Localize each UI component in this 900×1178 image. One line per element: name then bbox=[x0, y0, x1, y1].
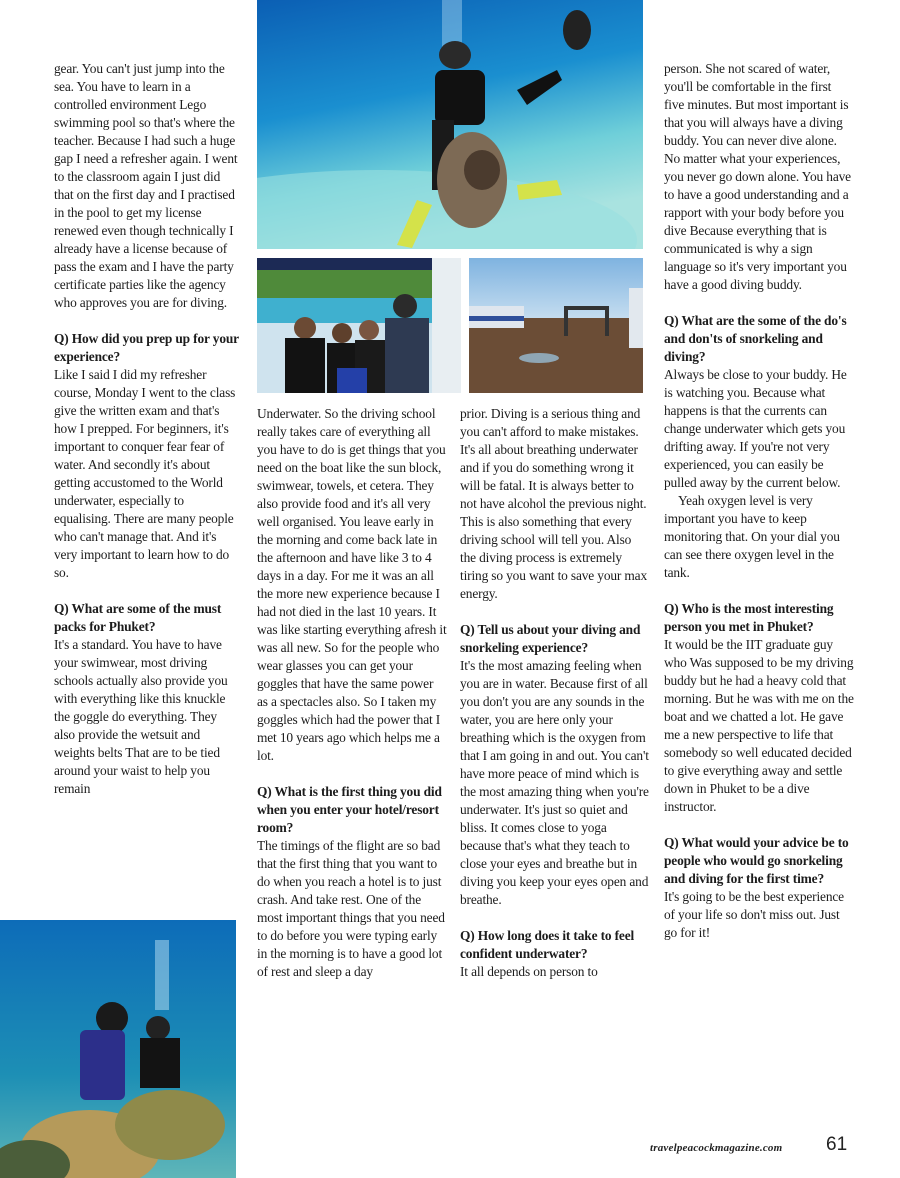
answer-paragraph: It would be the IIT graduate guy who Was supposed to be my driving buddy but he had a heavy cold that morning. But he was with me on the boat and we chatted a lot. He gave me a new perspective to life that somebody so well educated decided to give everything away and settle down in Phuket to be a dive instructor. bbox=[664, 637, 854, 814]
photo-group-on-boat bbox=[257, 258, 461, 393]
answer-paragraph: Like I said I did my refresher course, Monday I went to the class give the written exam and that's how I prepped. For beginners, it's important to conquer fear fear of water. And secondly it's about getting accustomed to the World underwater, especially to equalising. There are many people who can't manage that. And it's very important to learn how to do so. bbox=[54, 367, 236, 580]
question-heading: Q) How long does it take to feel confident underwater? bbox=[460, 928, 635, 961]
question-heading: Q) What are some of the must packs for Phuket? bbox=[54, 601, 222, 634]
photo-pier bbox=[469, 258, 643, 393]
footer-website: travelpeacockmagazine.com bbox=[650, 1142, 783, 1154]
article-column-1 bbox=[54, 60, 239, 798]
photo-divers-on-reef bbox=[0, 920, 236, 1178]
question-heading: Q) What are the some of the do's and don'ts of snorkeling and diving? bbox=[664, 313, 847, 364]
paragraph: Underwater. So the driving school really takes care of everything all you have to do is get things that you need on the boat like the sun block, swimwear, towels, et cetera. They also provide food and it's all very well organised. You leave early in the morning and come back late in the afternoon and have like 3 to 4 days in a day. For me it was an all the more new experience because I had not died in the last 10 years. It was like starting everything afresh it was all new. So for the people who wear glasses you can get your goggles that have the same power as a spectacles also. So I taken my goggles which had the power that I met 10 years ago which helps me a lot. bbox=[257, 406, 447, 763]
question-heading: Q) What is the first thing you did when you enter your hotel/resort room? bbox=[257, 784, 442, 835]
article-column-4 bbox=[664, 60, 854, 942]
answer-paragraph: It's going to be the best experience of your life so don't miss out. Just go for it! bbox=[664, 889, 844, 940]
question-heading: Q) What would your advice be to people who would go snorkeling and diving for the first time? bbox=[664, 835, 849, 886]
photo-diver-on-wreck bbox=[257, 0, 643, 249]
answer-paragraph: Yeah oxygen level is very important you have to keep monitoring that. On your dial you can see there oxygen level in the tank. bbox=[664, 493, 840, 580]
answer-paragraph: It's the most amazing feeling when you are in water. Because first of all you don't you are any sounds in the water, you are here only your breathing which is the oxygen from that I am going in and out. You can't have more peace of mind which is the most amazing thing when you're underwater. It's just so quiet and bliss. It comes close to yoga because that's what they teach to close your eyes and breathe but in diving you keep your eyes open and breathe. bbox=[460, 658, 649, 907]
paragraph: person. She not scared of water, you'll be comfortable in the first five minutes. But most important is that you will always have a diving buddy. You can never dive alone. No matter what your experiences, you never go down alone. You have to have a good understanding and a rapport with your body before you dive Because everything that is communicated is why a sign language so it's very important you have a good diving buddy. bbox=[664, 61, 851, 292]
question-heading: Q) Tell us about your diving and snorkeling experience? bbox=[460, 622, 641, 655]
paragraph: gear. You can't just jump into the sea. You have to learn in a controlled environment Lego swimming pool so that's where the teacher. Because I had such a huge gap I need a refresher again. I went to the classroom again I just did that on the first day and I practised in the pool to get my license renewed even though technically I already have a license because of pass the exam and I have the party certificate parties like the agency who approves you are for diving. bbox=[54, 61, 238, 310]
article-column-3 bbox=[460, 405, 650, 981]
paragraph: prior. Diving is a serious thing and you can't afford to make mistakes. It's all about breathing underwater and if you do something wrong it will be fatal. It is always better to not have alcohol the previous night. This is also something that every driving school will tell you. Also the diving process is extremely tiring so you want to save your max energy. bbox=[460, 406, 648, 601]
answer-paragraph: Always be close to your buddy. He is watching you. Because what happens is that the currents can change underwater which gets you drifting away. If you're not very experienced, you can easily be pulled away by the current below. bbox=[664, 367, 847, 490]
article-column-2 bbox=[257, 405, 447, 981]
question-heading: Q) How did you prep up for your experience? bbox=[54, 331, 239, 364]
answer-paragraph: It's a standard. You have to have your swimwear, most driving schools actually also provide you with everything like this knuckle the goggle do everything. They also provide the wetsuit and weights belts That are to be tied around your waist to help you remain bbox=[54, 637, 228, 796]
answer-paragraph: The timings of the flight are so bad that the first thing that you want to do when you reach a hotel is to just crash. And take rest. One of the most important things that you need to do before you were typing early in the morning is to have a good lot of rest and sleep a day bbox=[257, 838, 445, 979]
answer-paragraph: It all depends on person to bbox=[460, 964, 598, 979]
page-number: 61 bbox=[826, 1134, 848, 1155]
question-heading: Q) Who is the most interesting person you met in Phuket? bbox=[664, 601, 834, 634]
